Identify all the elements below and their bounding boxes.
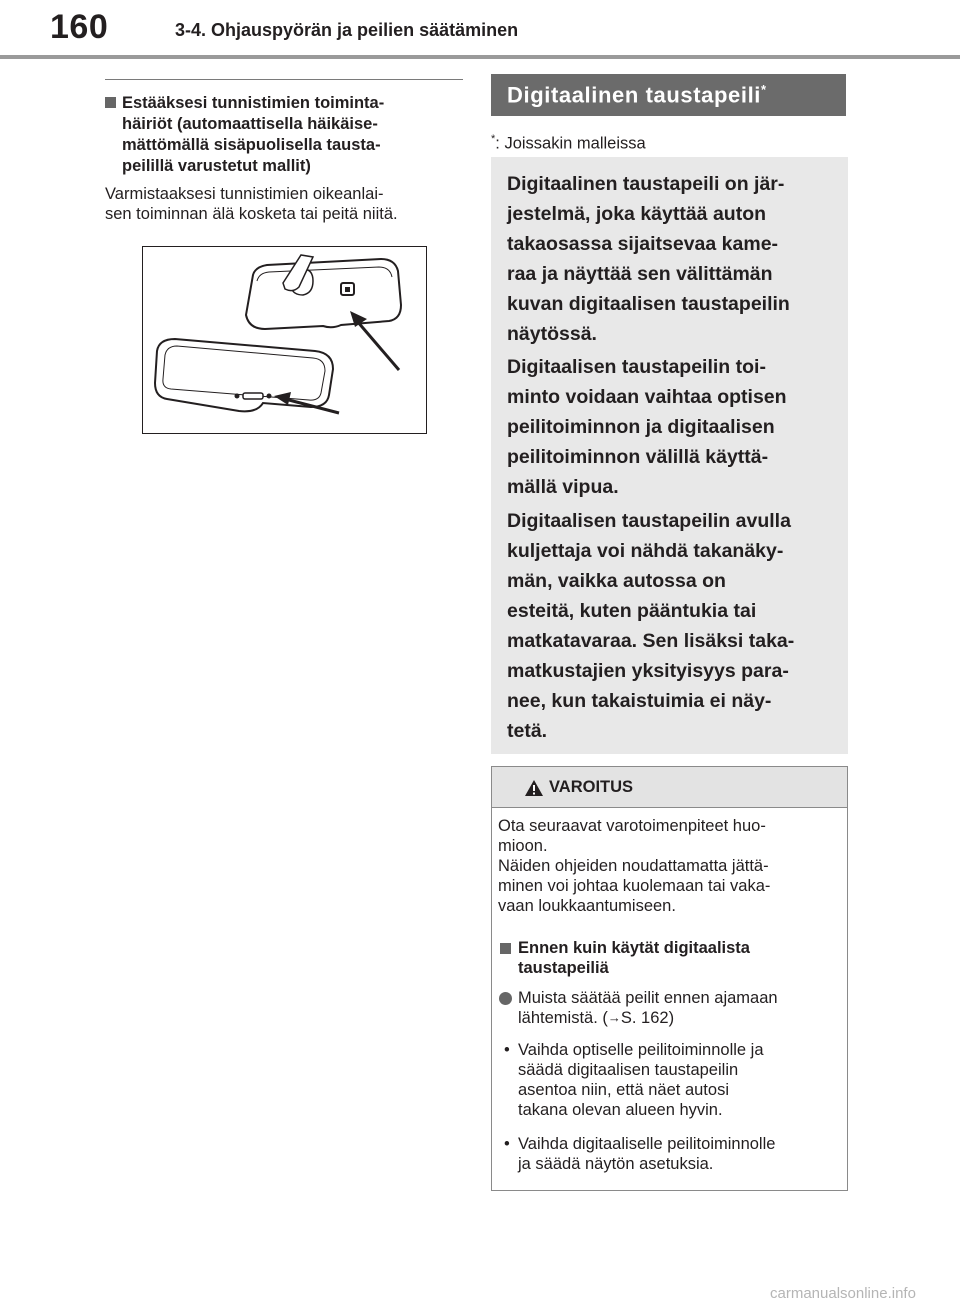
warning-line: Ota seuraavat varotoimenpiteet huo- xyxy=(498,817,766,835)
circle-bullet-icon xyxy=(499,992,512,1005)
info-paragraph xyxy=(507,352,837,502)
info-line: män, vaikka autossa on xyxy=(507,570,726,592)
warning-bullet-item xyxy=(518,1134,836,1174)
square-bullet-icon xyxy=(105,97,116,108)
section-title-text: Digitaalinen taustapeili xyxy=(507,82,762,108)
heading-line: peilillä varustetut mallit) xyxy=(122,157,311,175)
info-line: kuljettaja voi nähdä takanäky- xyxy=(507,540,784,562)
page-number: 160 xyxy=(50,8,109,46)
info-line: esteitä, kuten pääntukia tai xyxy=(507,600,757,622)
heading-line: mättömällä sisäpuolisella tausta- xyxy=(122,136,381,154)
section-title xyxy=(507,82,767,108)
info-line: peilitoiminnon ja digitaalisen xyxy=(507,416,775,438)
info-line: Digitaalinen taustapeili on jär- xyxy=(507,173,785,195)
info-line: raa ja näyttää sen välittämän xyxy=(507,263,773,285)
arrow-right-icon: → xyxy=(607,1010,621,1025)
info-paragraph xyxy=(507,506,837,746)
warning-box xyxy=(491,766,848,1191)
warning-line: Näiden ohjeiden noudattamatta jättä- xyxy=(498,857,769,875)
warning-bullet-item xyxy=(518,1040,836,1120)
circle-item-line xyxy=(518,1008,836,1028)
info-line: matkatavaraa. Sen lisäksi taka- xyxy=(507,630,795,652)
info-line: jestelmä, joka käyttää auton xyxy=(507,203,767,225)
info-line: nee, kun takaistuimia ei näy- xyxy=(507,690,772,712)
warning-header xyxy=(492,767,847,807)
watermark-text: carmanualsonline.info xyxy=(770,1285,916,1302)
bullet-dot: • xyxy=(504,1041,510,1059)
bullet-line: asentoa niin, että näet autosi xyxy=(518,1081,729,1099)
bullet-line: takana olevan alueen hyvin. xyxy=(518,1101,723,1119)
bullet-line: ja säädä näytön asetuksia. xyxy=(518,1155,714,1173)
circle-item-line: Muista säätää peilit ennen ajamaan xyxy=(518,989,778,1007)
warning-line: vaan loukkaantumiseen. xyxy=(498,897,676,915)
info-line: mällä vipua. xyxy=(507,476,619,498)
info-line: kuvan digitaalisen taustapeilin xyxy=(507,293,790,315)
section-title-mark: * xyxy=(761,82,767,97)
info-line: minto voidaan vaihtaa optisen xyxy=(507,386,787,408)
bullet-dot: • xyxy=(504,1135,510,1153)
warning-circle-item xyxy=(518,988,836,1028)
info-line: Digitaalisen taustapeilin toi- xyxy=(507,356,766,378)
info-line: Digitaalisen taustapeilin avulla xyxy=(507,510,791,532)
page-reference-link[interactable]: S. 162) xyxy=(620,1009,675,1027)
header-divider xyxy=(0,55,960,59)
warning-divider xyxy=(492,807,847,808)
bullet-line: Vaihda optiselle peilitoiminnolle ja xyxy=(518,1041,764,1059)
chapter-title: 3-4. Ohjauspyörän ja peilien säätäminen xyxy=(175,20,519,40)
sensor-instruction-text xyxy=(105,184,465,224)
warning-title: VAROITUS xyxy=(549,778,634,796)
warning-intro xyxy=(498,816,838,916)
info-line: takaosassa sijaitsevaa kame- xyxy=(507,233,779,255)
sensor-interference-heading xyxy=(105,93,465,177)
circle-item-prefix: lähtemistä. ( xyxy=(518,1009,608,1027)
info-line: näytössä. xyxy=(507,323,597,345)
bullet-line: Vaihda digitaaliselle peilitoiminnolle xyxy=(518,1135,776,1153)
warning-line: mioon. xyxy=(498,837,548,855)
bullet-line: säädä digitaalisen taustapeilin xyxy=(518,1061,739,1079)
square-bullet-icon xyxy=(500,943,511,954)
subheading-line: Ennen kuin käytät digitaalista xyxy=(518,939,750,957)
heading-line: häiriöt (automaattisella häikäise- xyxy=(122,115,378,133)
info-box xyxy=(491,157,848,754)
body-line: sen toiminnan älä kosketa tai peitä niitä. xyxy=(105,205,398,223)
info-line: tetä. xyxy=(507,720,548,742)
subheading-line: taustapeiliä xyxy=(518,959,609,977)
heading-line: Estääksesi tunnistimien toiminta- xyxy=(122,94,385,112)
warning-subheading xyxy=(518,938,836,978)
mirror-sensor-illustration xyxy=(142,246,427,434)
info-line: matkustajien yksityisyys para- xyxy=(507,660,789,682)
body-line: Varmistaaksesi tunnistimien oikeanlai- xyxy=(105,185,384,203)
footnote-text: : Joissakin malleissa xyxy=(495,134,646,153)
model-footnote xyxy=(491,133,646,154)
warning-triangle-icon xyxy=(524,779,544,797)
mirror-sensor-drawing xyxy=(143,247,426,433)
warning-line: minen voi johtaa kuolemaan tai vaka- xyxy=(498,877,771,895)
section-title-tab xyxy=(491,74,846,116)
info-line: peilitoiminnon välillä käyttä- xyxy=(507,446,769,468)
footnote-mark: * xyxy=(491,133,496,145)
left-section-divider xyxy=(105,79,463,80)
info-paragraph xyxy=(507,169,837,349)
